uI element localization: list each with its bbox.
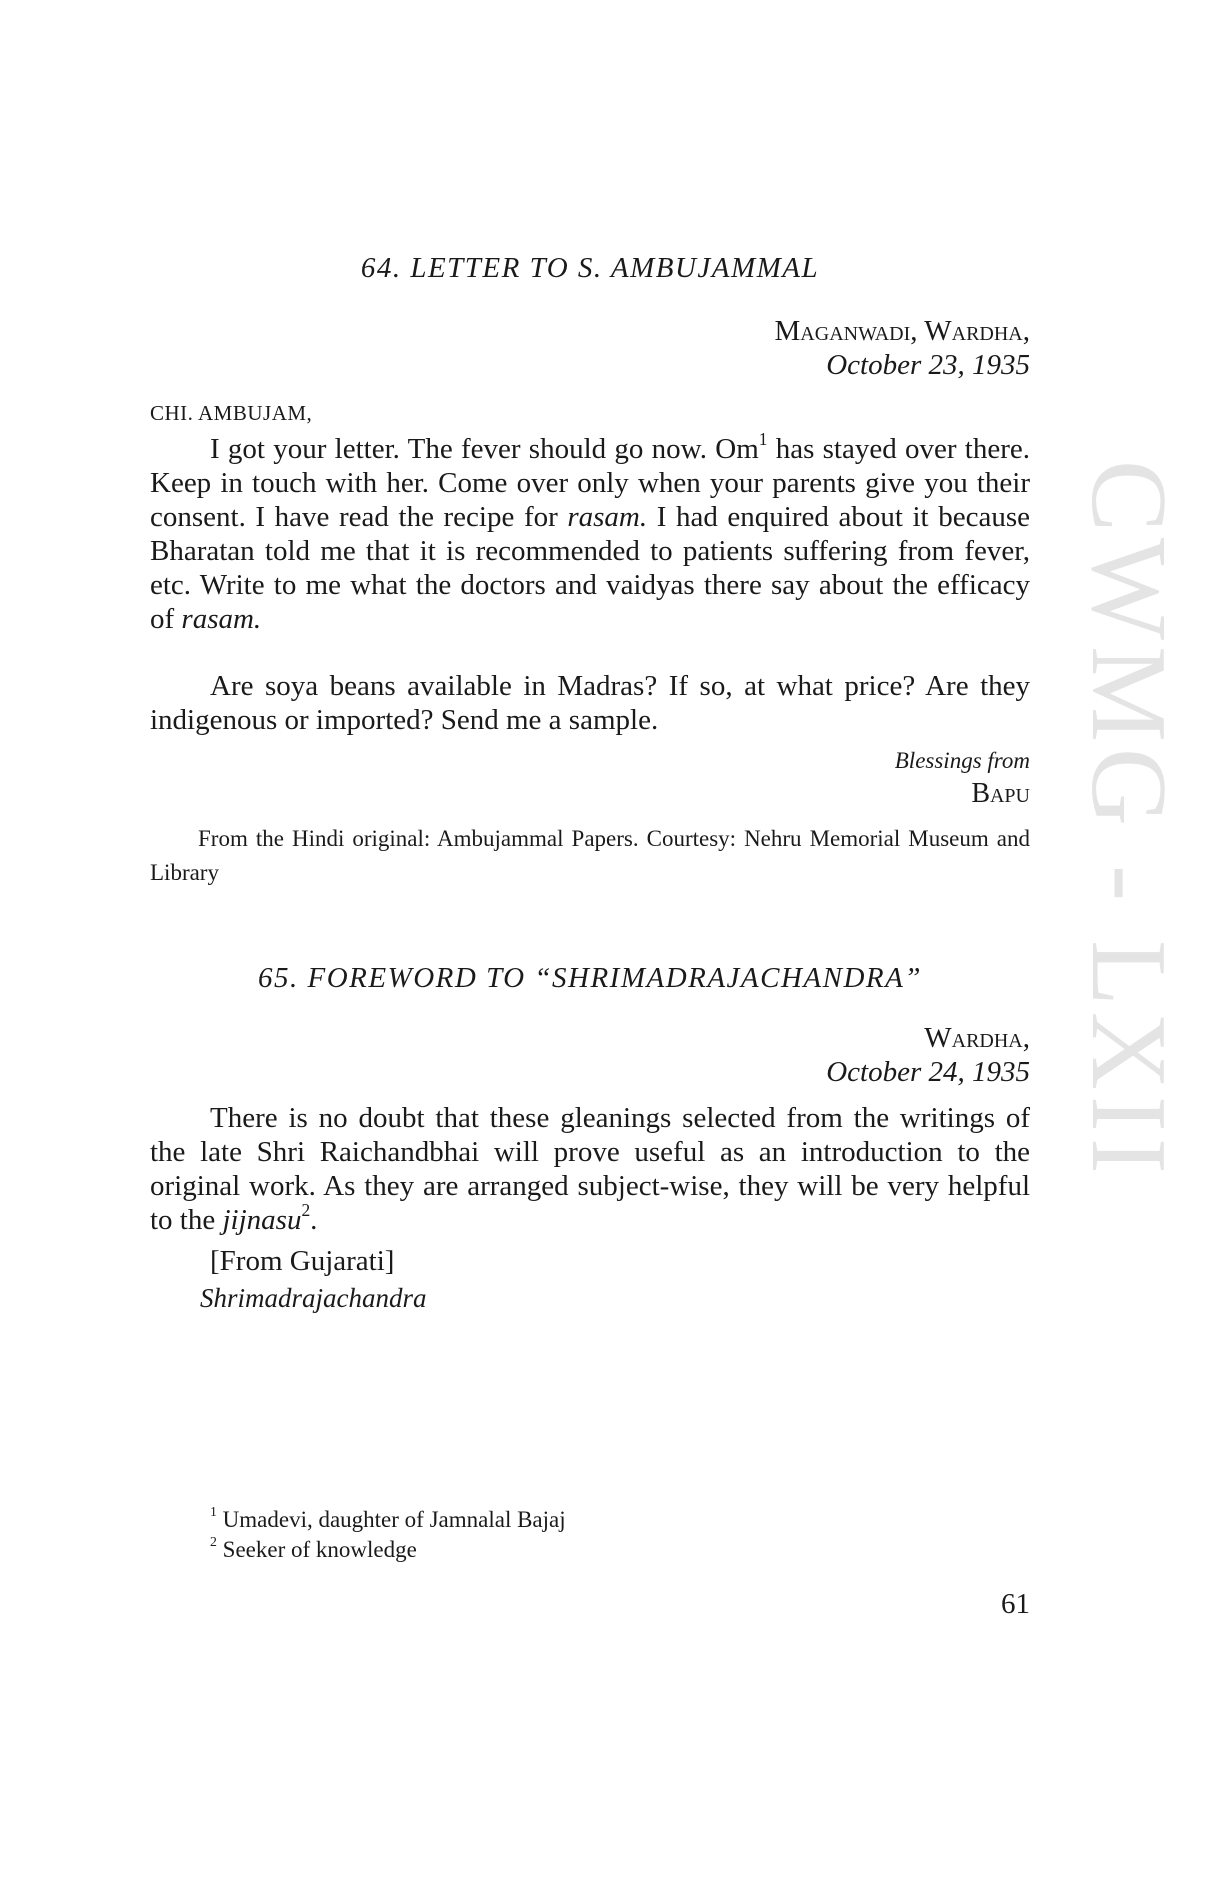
- footnote-2-text: Seeker of knowledge: [222, 1537, 417, 1562]
- letter-p1-text-b: has stayed over there. Keep in touch with her. Come over only when your parents give you their consent. I have read the recipe for: [150, 433, 1030, 533]
- letter-p1-text-c: I had enquired about it because Bharatan told me that it is recommended to patients suffering from fever, etc. Write to me what the doctors and vaidyas there say about the efficacy of: [150, 501, 1030, 635]
- letter-date: October 23, 1935: [826, 349, 1030, 381]
- foreword-from: [From Gujarati]: [210, 1245, 395, 1277]
- letter-p1-italic-b: rasam.: [181, 603, 262, 635]
- watermark-text: CWMG - LXII: [1069, 460, 1188, 1180]
- foreword-heading: 65. FOREWORD TO “SHRIMADRAJACHANDRA”: [257, 962, 922, 994]
- letter-source-text: From the Hindi original: Ambujammal Papers. Courtesy: Nehru Memorial Museum and Library: [150, 826, 1030, 885]
- foreword-p1-end: .: [310, 1204, 318, 1236]
- page-number: 61: [1001, 1588, 1030, 1620]
- footnote-1-number: 1: [210, 1504, 217, 1520]
- foreword-place: Wardha,: [924, 1022, 1030, 1054]
- footnote-1: [210, 1505, 566, 1535]
- letter-p1-italic-a: rasam.: [567, 501, 648, 533]
- letter-signature: Bapu: [971, 778, 1030, 809]
- foreword-date: October 24, 1935: [826, 1056, 1030, 1088]
- footnote-ref-1: 1: [758, 429, 768, 450]
- footnote-2-number: 2: [210, 1534, 217, 1550]
- letter-paragraph-1: [150, 429, 1030, 636]
- letter-salutation: CHI. AMBUJAM,: [150, 401, 313, 425]
- foreword-source-title: Shrimadrajachandra: [200, 1283, 427, 1313]
- letter-source: [150, 822, 1030, 890]
- letter-place: Maganwadi, Wardha,: [774, 315, 1030, 347]
- foreword-p1-text: There is no doubt that these gleanings selected from the writings of the late Shri Raichandbhai will prove useful as an introduction to the original work. As they are arranged subject-wise, they will be very helpful to the: [150, 1102, 1030, 1236]
- footnote-ref-2: 2: [301, 1200, 311, 1221]
- letter-paragraph-2: [150, 669, 1030, 737]
- page: [150, 0, 1030, 1890]
- letter-closing: Blessings from: [894, 748, 1030, 773]
- watermark: [1069, 450, 1210, 1430]
- foreword-p1-italic: jijnasu: [222, 1204, 302, 1236]
- letter-heading: 64. LETTER TO S. AMBUJAMMAL: [360, 252, 820, 284]
- footnote-1-text: Umadevi, daughter of Jamnalal Bajaj: [222, 1507, 566, 1532]
- letter-p1-text-a: I got your letter. The fever should go now. Om: [210, 433, 759, 465]
- foreword-paragraph: [150, 1101, 1030, 1237]
- footnote-2: [210, 1535, 417, 1565]
- letter-p2-text: Are soya beans available in Madras? If so, at what price? Are they indigenous or imported? Send me a sample.: [150, 670, 1030, 736]
